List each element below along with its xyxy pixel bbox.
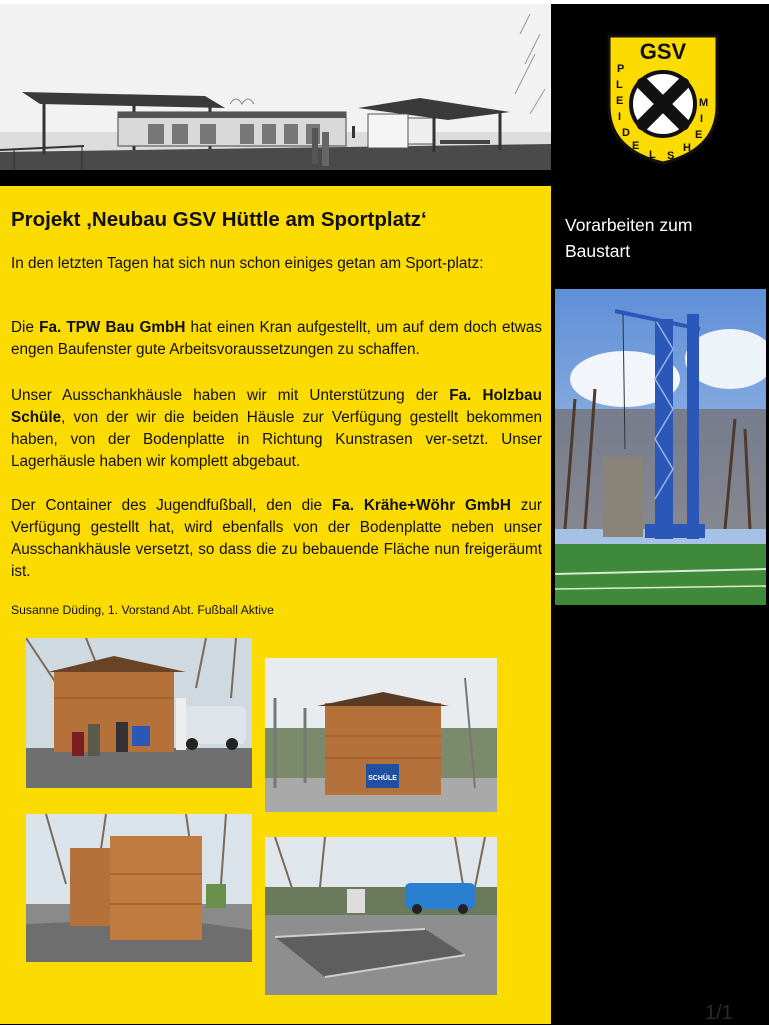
photo-hut-dismantled	[26, 814, 252, 962]
company-name: Fa. Krähe+Wöhr GmbH	[331, 497, 511, 514]
paragraph-intro: In den letzten Tagen hat sich nun schon einiges getan am Sport-platz:	[11, 255, 484, 272]
page-number: 1/1	[705, 1002, 733, 1024]
photo-hut-moving	[26, 638, 252, 788]
crane-photo	[555, 289, 766, 605]
building-rendering-image	[0, 4, 551, 170]
svg-text:L: L	[616, 79, 623, 91]
svg-text:E: E	[695, 129, 703, 141]
svg-text:D: D	[622, 127, 630, 139]
svg-text:L: L	[649, 149, 656, 161]
sign-text: SCHÜLE	[368, 775, 397, 782]
paragraph-text: Der Container des Jugendfußball, den die	[11, 497, 332, 514]
svg-text:I: I	[618, 111, 622, 123]
paragraph-text: zur Verfügung gestellt hat, wird ebenfalls von der Bodenplatte neben unser Ausschankhäusle versetzt, so dass die zu bebauende Fläche nun freigeräumt ist.	[11, 497, 542, 580]
paragraph-text: hat einen Kran aufgestellt, um auf dem doch etwas engen Baufenster gute Arbeitsvoraussetzungen zu schaffen.	[11, 319, 543, 358]
paragraph-text: Die	[11, 319, 40, 336]
svg-text:I: I	[700, 113, 704, 125]
paragraph-crane	[11, 317, 542, 361]
svg-text:H: H	[683, 142, 691, 154]
svg-text:S: S	[667, 150, 675, 162]
paragraph-container	[11, 495, 542, 583]
company-name: Fa. Holzbau Schüle	[11, 387, 543, 426]
svg-text:GSV: GSV	[639, 39, 687, 64]
paragraph-text: , von der wir die beiden Häusle zur Verfügung gestellt bekommen haben, von der Bodenplatte in Richtung Kunstrasen ver-setzt. Unser Lagerhäusle haben wir komplett abgebaut.	[11, 409, 542, 470]
paragraph-text: Unser Ausschankhäusle haben wir mit Unterstützung der	[11, 387, 450, 404]
article-title: Projekt ‚Neubau GSV Hüttle am Sportplatz‘	[11, 208, 427, 231]
svg-text:E: E	[616, 95, 624, 107]
gsv-pleidelsheim-logo	[605, 32, 721, 166]
signature: Susanne Düding, 1. Vorstand Abt. Fußball Aktive	[11, 603, 274, 617]
paragraph-bar-hut	[11, 385, 542, 473]
svg-text:E: E	[632, 140, 640, 152]
sidebar-caption: Vorarbeiten zum Baustart	[565, 215, 693, 261]
svg-text:M: M	[699, 97, 709, 109]
svg-text:P: P	[617, 63, 625, 75]
company-name: Fa. TPW Bau GmbH	[39, 319, 186, 336]
divider-bar	[0, 170, 551, 186]
photo-hut-with-sign	[265, 658, 497, 812]
photo-cleared-slab	[265, 837, 497, 995]
